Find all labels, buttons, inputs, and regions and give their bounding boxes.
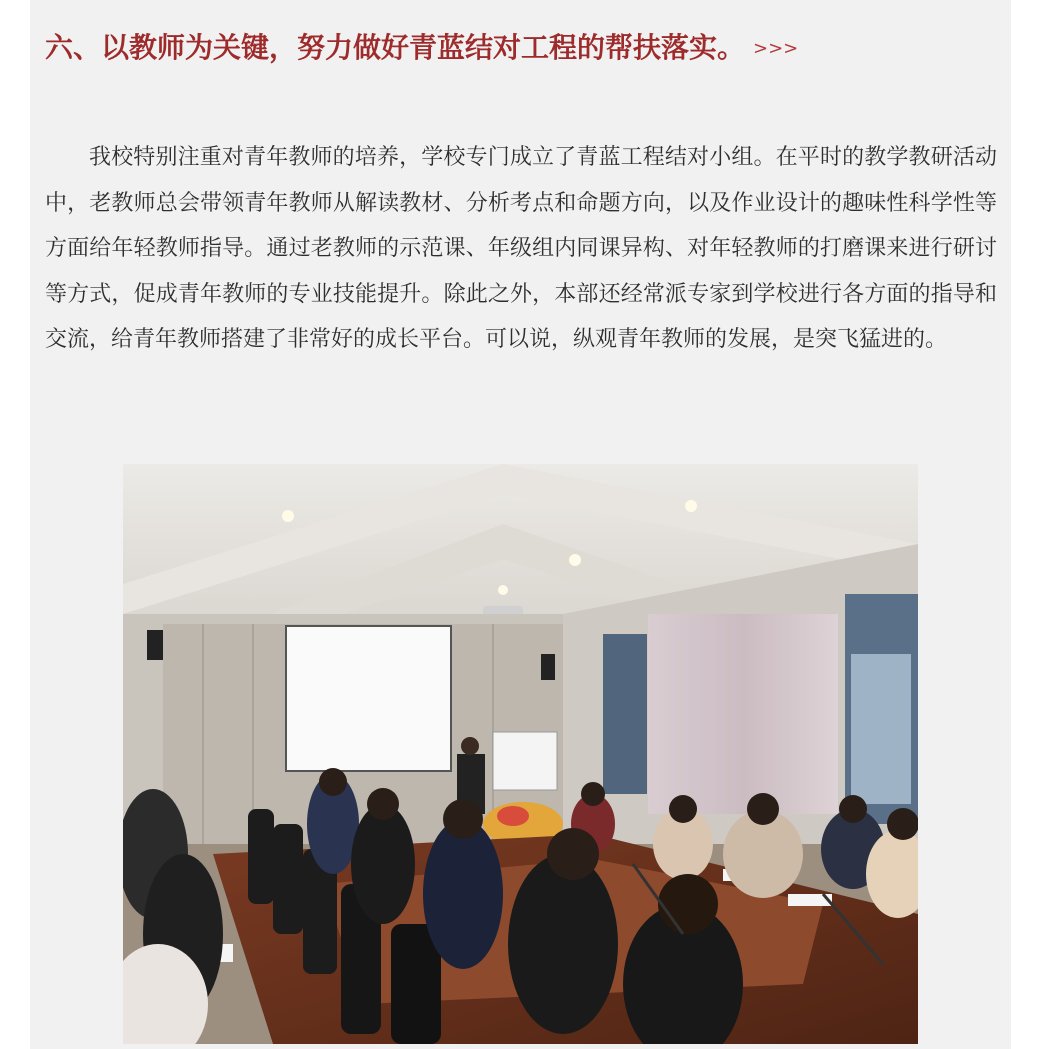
section-heading: [45, 26, 995, 71]
meeting-photo: [123, 464, 918, 1044]
arrows-icon: >>>: [753, 38, 799, 59]
section-title: 六、以教师为关键，努力做好青蓝结对工程的帮扶落实。: [45, 31, 746, 64]
article-card: [30, 0, 1011, 1049]
article-paragraph: 我校特别注重对青年教师的培养，学校专门成立了青蓝工程结对小组。在平时的教学教研活动中，老教师总会带领青年教师从解读教材、分析考点和命题方向，以及作业设计的趣味性科学性等方面给年轻教师指导。通过老教师的示范课、年级组内同课异构、对年轻教师的打磨课来进行研讨等方式，促成青年教师的专业技能提升。除此之外，本部还经常派专家到学校进行各方面的指导和交流，给青年教师搭建了非常好的成长平台。可以说，纵观青年教师的发展，是突飞猛进的。: [45, 145, 997, 352]
